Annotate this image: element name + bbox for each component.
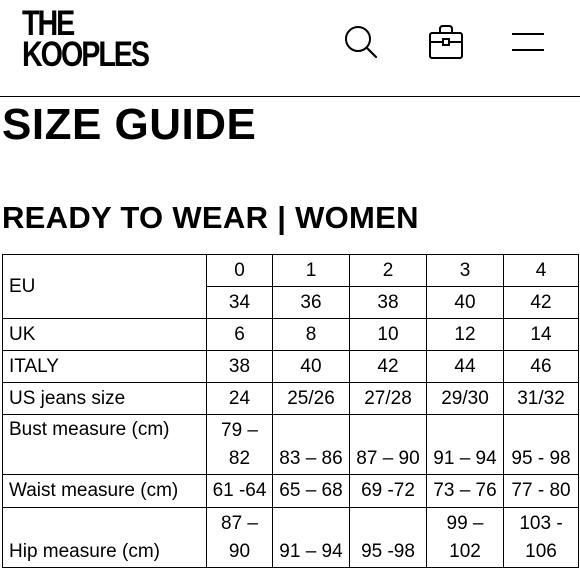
hip-cell-top: 99 – [446,512,484,534]
hip-cell [504,508,579,568]
waist-cell: 61 -64 [207,475,273,508]
uk-cell: 8 [273,319,350,351]
hip-cell-bottom: 102 [449,540,481,562]
site-header [0,0,580,97]
bust-cell-bottom: 87 – 90 [356,447,420,469]
bust-cell-bottom: 91 – 94 [433,447,497,469]
page-title: SIZE GUIDE [2,100,257,149]
hip-cell-bottom: 91 – 94 [279,540,343,562]
eu-size-cell: 0 [207,255,273,287]
hip-cell-top [273,510,349,538]
bust-cell-top: 79 – [221,419,258,441]
eu-value-cell: 36 [273,287,350,319]
row-label-bust: Bust measure (cm) [3,415,207,475]
bust-cell-top [273,417,349,445]
menu-icon[interactable] [506,20,550,64]
row-label-waist: Waist measure (cm) [3,475,207,508]
bust-cell [350,415,427,475]
hip-cell-top: 87 – [221,512,258,534]
italy-cell: 42 [350,351,427,383]
section-title: READY TO WEAR | WOMEN [2,200,419,235]
hip-cell [350,508,427,568]
uk-cell: 12 [427,319,504,351]
us-jeans-cell: 31/32 [504,383,579,415]
eu-size-cell: 3 [427,255,504,287]
hip-cell-top: 103 - [519,512,563,534]
bust-cell-top [504,417,578,445]
row-label-eu: EU [3,255,207,319]
row-label-hip: Hip measure (cm) [3,508,207,568]
us-jeans-cell: 25/26 [273,383,350,415]
italy-cell: 44 [427,351,504,383]
shopping-bag-icon[interactable] [424,20,468,64]
hip-cell [207,508,273,568]
bust-cell-bottom: 95 - 98 [511,447,571,469]
eu-size-row [3,255,579,287]
uk-cell: 14 [504,319,579,351]
bust-cell [273,415,350,475]
search-icon[interactable] [338,20,382,64]
italy-cell: 40 [273,351,350,383]
waist-cell: 65 – 68 [273,475,350,508]
italy-cell: 46 [504,351,579,383]
us-jeans-cell: 24 [207,383,273,415]
waist-cell: 77 - 80 [504,475,579,508]
uk-cell: 10 [350,319,427,351]
eu-size-cell: 4 [504,255,579,287]
waist-cell: 73 – 76 [427,475,504,508]
us-jeans-cell: 29/30 [427,383,504,415]
eu-size-cell: 1 [273,255,350,287]
uk-row [3,319,579,351]
hip-row [3,508,579,568]
brand-logo[interactable] [22,4,148,74]
bust-cell-top [427,417,503,445]
eu-value-cell: 40 [427,287,504,319]
italy-cell: 38 [207,351,273,383]
size-guide-table [2,254,579,568]
eu-value-cell: 34 [207,287,273,319]
waist-cell: 69 -72 [350,475,427,508]
bust-cell [504,415,579,475]
hip-cell-bottom: 106 [525,540,557,562]
us-jeans-row [3,383,579,415]
eu-value-cell: 38 [350,287,427,319]
hip-cell [427,508,504,568]
italy-row [3,351,579,383]
row-label-uk: UK [3,319,207,351]
eu-size-cell: 2 [350,255,427,287]
row-label-us-jeans: US jeans size [3,383,207,415]
waist-row [3,475,579,508]
eu-value-cell: 42 [504,287,579,319]
bust-cell-bottom: 83 – 86 [279,447,343,469]
bust-cell-bottom: 82 [228,447,251,469]
logo-line-1: THE [22,4,74,43]
uk-cell: 6 [207,319,273,351]
bust-cell-top [350,417,426,445]
hip-cell-top [350,510,426,538]
bust-cell [207,415,273,475]
logo-line-2: KOOPLES [22,35,148,74]
row-label-italy: ITALY [3,351,207,383]
us-jeans-cell: 27/28 [350,383,427,415]
hip-cell-bottom: 95 -98 [361,540,415,562]
bust-row [3,415,579,475]
bust-cell [427,415,504,475]
hip-cell [273,508,350,568]
hip-cell-bottom: 90 [228,540,251,562]
